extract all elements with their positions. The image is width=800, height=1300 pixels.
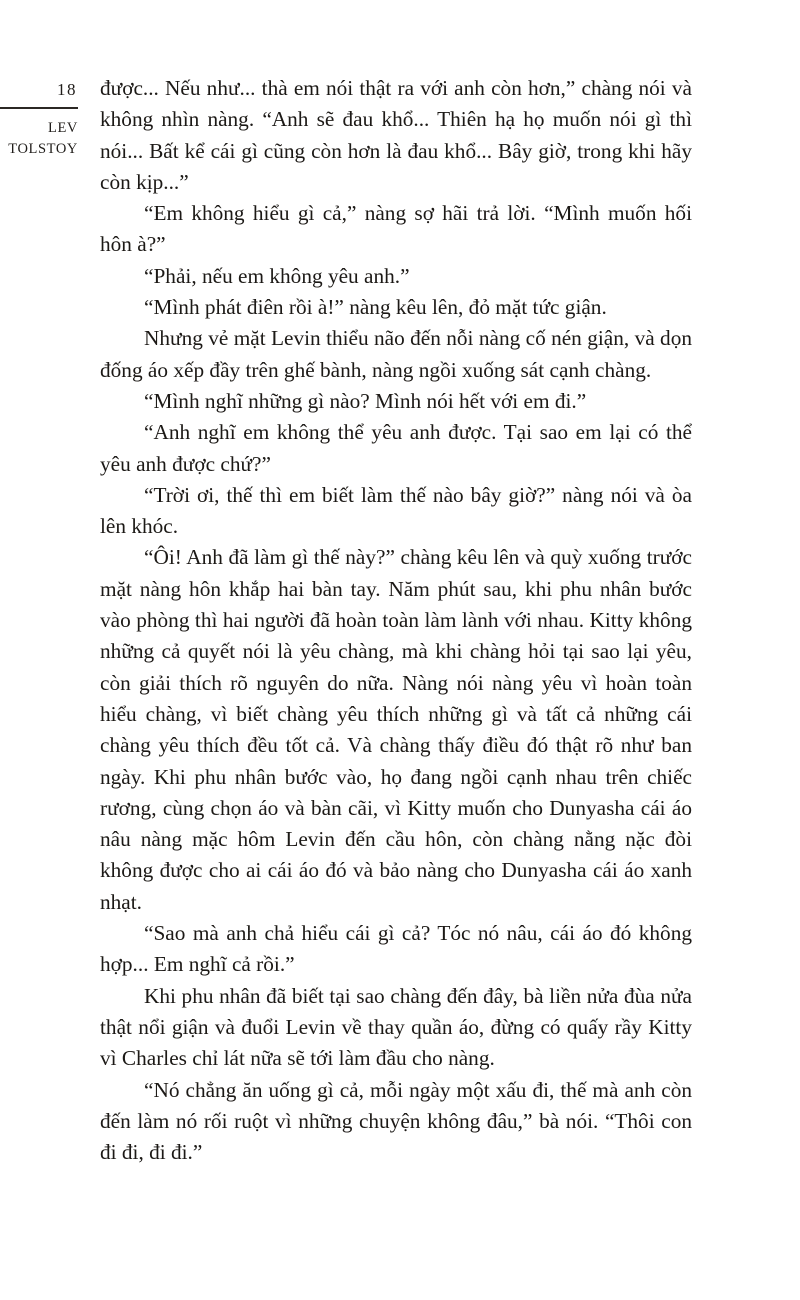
author-name-line1: LEV	[48, 120, 78, 136]
paragraph: Khi phu nhân đã biết tại sao chàng đến đây, bà liền nửa đùa nửa thật nổi giận và đuổi Levin về thay quần áo, đừng có quấy rầy Kitty vì Charles chỉ lát nữa sẽ tới làm đầu cho nàng.	[100, 983, 692, 1071]
paragraph: “Em không hiểu gì cả,” nàng sợ hãi trả lời. “Mình muốn hối hôn à?”	[100, 201, 692, 257]
paragraph: được... Nếu như... thà em nói thật ra với anh còn hơn,” chàng nói và không nhìn nàng. “Anh sẽ đau khổ... Thiên hạ họ muốn nói gì thì nói... Bất kể cái gì cũng còn hơn là đau khổ... Bây giờ, trong khi hãy còn kịp...”	[100, 76, 692, 194]
paragraph: “Trời ơi, thế thì em biết làm thế nào bây giờ?” nàng nói và òa lên khóc.	[100, 482, 692, 539]
paragraph: Nhưng vẻ mặt Levin thiểu não đến nỗi nàng cố nén giận, và dọn đống áo xếp đầy trên ghế bành, nàng ngồi xuống sát cạnh chàng.	[100, 326, 692, 382]
body-text	[100, 73, 692, 1168]
paragraph: “Nó chẳng ăn uống gì cả, mỗi ngày một xấu đi, thế mà anh còn đến làm nó rối ruột vì những chuyện không đâu,” bà nói. “Thôi con đi đi, đi đi.”	[100, 1077, 692, 1165]
header-rule	[0, 107, 78, 109]
paragraph: “Phải, nếu em không yêu anh.”	[144, 263, 410, 288]
paragraph: “Ôi! Anh đã làm gì thế này?” chàng kêu lên và quỳ xuống trước mặt nàng hôn khắp hai bàn tay. Năm phút sau, khi phu nhân bước vào phòng thì hai người đã hoàn toàn làm lành với nhau. Kitty không những cả quyết nói là yêu chàng, mà khi chàng hỏi tại sao lại yêu, còn giải thích rõ nguyên do nữa. Nàng nói nàng yêu vì hoàn toàn hiểu chàng, vì biết chàng yêu thích những gì và tất cả những cái chàng yêu thích đều tốt cả. Và chàng thấy điều đó thật rõ như ban ngày. Khi phu nhân bước vào, họ đang ngồi cạnh nhau trên chiếc rương, cùng chọn áo và bàn cãi, vì Kitty muốn cho Dunyasha cái áo nâu nàng mặc hôm Levin đến cầu hôn, còn chàng nằng nặc đòi không được cho ai cái áo đó và bảo nàng cho Dunyasha cái áo xanh nhạt.	[100, 545, 692, 914]
paragraph: “Anh nghĩ em không thể yêu anh được. Tại sao em lại có thể yêu anh được chứ?”	[100, 420, 692, 476]
paragraph: “Mình phát điên rồi à!” nàng kêu lên, đỏ mặt tức giận.	[144, 295, 607, 320]
author-name-line2: TOLSTOY	[8, 140, 78, 157]
paragraph: “Sao mà anh chả hiểu cái gì cả? Tóc nó nâu, cái áo đó không hợp... Em nghĩ cả rồi.”	[100, 921, 692, 977]
page-number: 18	[57, 80, 77, 99]
page-header	[0, 80, 78, 159]
author-name	[0, 118, 78, 159]
paragraph: “Mình nghĩ những gì nào? Mình nói hết với em đi.”	[144, 388, 587, 413]
